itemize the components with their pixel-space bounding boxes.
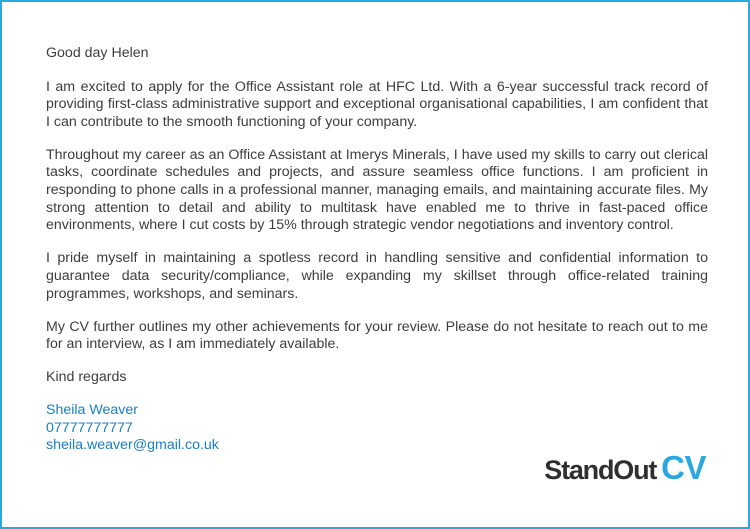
signature-block [46, 402, 708, 454]
signature-phone: 07777777777 [46, 419, 133, 436]
sign-off: Kind regards [46, 369, 127, 386]
signature-email: sheila.weaver@gmail.co.uk [46, 437, 219, 453]
logo-accent: CV [661, 449, 706, 486]
paragraph-skills: I pride myself in maintaining a spotless record in handling sensitive and confidential information to guarantee data security/compliance, while expanding my skillset through office-related training programmes, workshops, and seminars. [46, 250, 708, 302]
greeting: Good day Helen [46, 45, 149, 61]
signature-name: Sheila Weaver [46, 402, 139, 419]
paragraph-experience: Throughout my career as an Office Assistant at Imerys Minerals, I have used my skills to carry out clerical tasks, coordinate schedules and projects, and assure seamless office functions. I am proficient in responding to phone calls in a professional manner, managing emails, and maintaining accurate files. My strong attention to detail and ability to multitask have enabled me to thrive in fast-paced office environments, where I cut costs by 15% through strategic vendor negotiations and inventory control. [46, 146, 708, 234]
standout-cv-logo [544, 449, 706, 489]
paragraph-closing: My CV further outlines my other achievements for your review. Please do not hesitate to reach out to me for an interview, as I am immediately available. [46, 318, 708, 353]
paragraph-intro: I am excited to apply for the Office Assistant role at HFC Ltd. With a 6-year successful track record of providing first-class administrative support and exceptional organisational capabilities, I am confident that I can contribute to the smooth functioning of your company. [46, 78, 708, 130]
cover-letter [46, 45, 708, 454]
logo-wordmark: StandOut [544, 455, 657, 485]
